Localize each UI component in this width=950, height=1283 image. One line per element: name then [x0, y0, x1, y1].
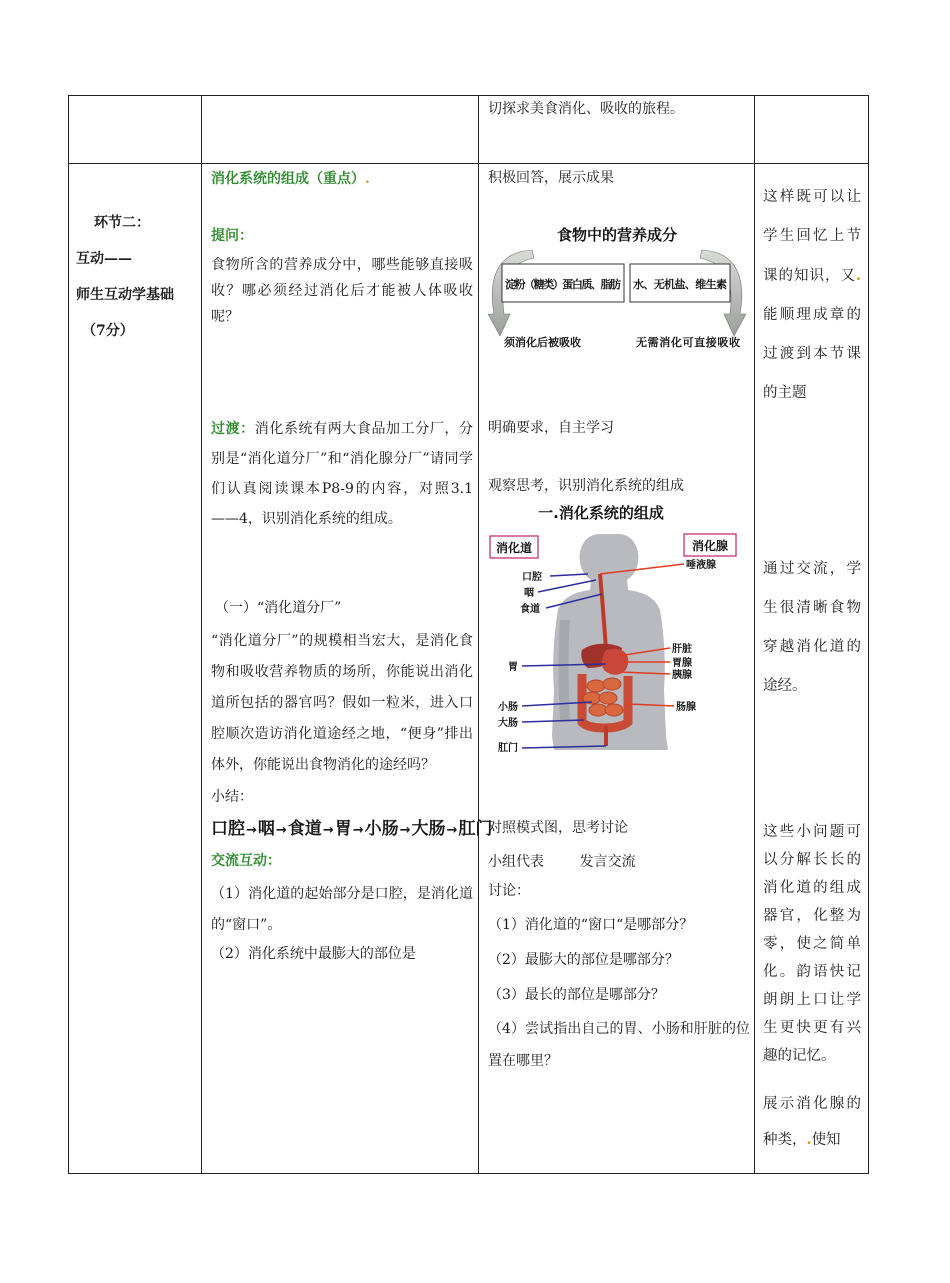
interaction-1: （1）消化道的起始部分是口腔，是消化道的“窗口”。	[211, 886, 473, 933]
arrow-right-icon: →	[322, 823, 334, 838]
student-group-a: 小组代表	[488, 854, 544, 870]
note-2: 通过交流，学生很清晰食物穿越消化道的途经。	[763, 561, 861, 694]
label-intestinal: 肠腺	[676, 702, 696, 713]
route-organ: 大肠	[411, 819, 446, 839]
note-1-a: 这样既可以让学生回忆上节课的知识，又	[763, 189, 861, 284]
route-organ: 小肠	[364, 819, 399, 839]
note-4	[763, 1086, 861, 1158]
left-labels	[498, 570, 542, 752]
table-col-divider-2	[478, 95, 479, 1174]
interaction-2: （2）消化系统中最膨大的部位是	[211, 946, 416, 962]
nutrient-label-1: 须消化后被吸收	[504, 336, 581, 349]
note-4-dot: .	[806, 1131, 812, 1148]
route-organ: 胃	[334, 819, 352, 839]
discussion-2: （2）最膨大的部位是哪部分？	[488, 952, 679, 968]
route-organ: 食道	[287, 819, 322, 839]
arrow-right-icon: →	[352, 823, 364, 838]
table-border-top	[68, 95, 869, 96]
nutrient-diagram	[488, 218, 746, 360]
table-border-left	[68, 95, 69, 1174]
student-answer: 积极回答，展示成果	[488, 170, 614, 186]
label-small-int: 小肠	[498, 702, 518, 713]
digestive-route	[211, 819, 493, 841]
table-border-right	[868, 95, 869, 1174]
route-organ: 肛门	[458, 819, 493, 839]
interaction-label: 交流互动：	[211, 853, 281, 869]
student-cell	[488, 168, 750, 188]
discussion-label: 讨论：	[488, 883, 530, 899]
label-liver: 肝脏	[672, 644, 692, 655]
body-shade	[559, 620, 571, 720]
student-discussion	[488, 818, 750, 1077]
discussion-4: （4）尝试指出自己的胃、小肠和肝脏的位置在哪里？	[488, 1021, 750, 1069]
note-1-dot: .	[855, 267, 861, 284]
student-observe: 观察思考，识别消化系统的组成	[488, 478, 684, 494]
label-anus: 肛门	[498, 743, 518, 752]
student-group	[488, 852, 750, 872]
digestive-diagram	[488, 500, 746, 752]
tract-paragraph: “消化道分厂”的规模相当宏大，是消化食物和吸收营养物质的场所，你能说出消化道所包括的器官吗？假如一粒米，进入口腔顺次造访消化道途经之地，“便身”排出体外，你能说出食物消化的途经吗？	[211, 633, 473, 773]
arrow-right-icon: →	[446, 823, 458, 838]
arrow-right-icon: →	[399, 823, 411, 838]
label-gastric: 胃腺	[672, 658, 692, 669]
label-salivary: 唾液腺	[686, 560, 716, 571]
label-mouth: 口腔	[522, 572, 542, 583]
table-col-divider-1	[201, 95, 202, 1174]
diagram-title: 一.消化系统的组成	[538, 504, 664, 522]
summary-label: 小结：	[211, 789, 253, 805]
row1-student-text: 切探求美食消化、吸收的旅程。	[488, 101, 684, 117]
table-row-divider	[68, 163, 869, 164]
note-1-b: 能顺理成章的过渡到本节课的主题	[763, 307, 861, 401]
route-organ: 口腔	[211, 819, 245, 839]
table-col-divider-3	[754, 95, 755, 1174]
transition-label: 过渡：	[211, 421, 255, 437]
heading-dot: .	[365, 171, 370, 187]
right-labels	[672, 558, 716, 713]
stage-line-3: 师生互动学基础	[76, 287, 174, 303]
label-esophagus: 食道	[520, 604, 540, 615]
note-4-b: 使知	[811, 1132, 841, 1148]
discussion-1: （1）消化道的“窗口“是哪部分？	[488, 917, 694, 933]
note-1	[763, 178, 861, 413]
nutrient-title: 食物中的营养成分	[556, 226, 678, 244]
label-large-int: 大肠	[498, 718, 518, 729]
subsection-title: （一）“消化道分厂”	[215, 600, 342, 616]
question-label: 提问：	[211, 228, 253, 244]
student-group-b: 发言交流	[579, 854, 636, 870]
notes-cell	[763, 178, 861, 413]
student-compare: 对照模式图，思考讨论	[488, 820, 628, 836]
stage-cell	[76, 205, 200, 349]
student-cell-2	[488, 418, 750, 496]
route-organ: 咽	[257, 819, 275, 839]
nutrient-box-1-text: 淀粉（糖类）蛋白质、脂肪	[505, 278, 621, 291]
small-intestine	[583, 678, 623, 716]
student-req: 明确要求，自主学习	[488, 420, 614, 436]
stage-line-1: 环节二：	[94, 215, 150, 231]
nutrient-label-2: 无需消化可直接吸收	[636, 336, 740, 349]
note-4-a: 展示消化腺的种类，	[763, 1096, 861, 1148]
tag-tract: 消化道	[495, 541, 533, 555]
transition-paragraph	[211, 414, 473, 534]
note-3: 这些小问题可以分解长长的消化道的组成器官，化整为零，使之简单化。韵语快记朗朗上口让学生更快更有兴趣的记忆。	[763, 824, 861, 1064]
transition-text: 消化系统有两大食品加工分厂，分别是“消化道分厂”和“消化腺分厂”请同学们认真阅读课本P8-9的内容，对照3.1——4，识别消化系统的组成。	[211, 421, 474, 527]
label-pancreas: 胰腺	[672, 670, 692, 681]
arrow-right-icon: →	[246, 823, 257, 838]
stage-line-4: （7分）	[82, 323, 134, 339]
section-heading	[211, 168, 473, 190]
question-text: 食物所含的营养成分中，哪些能够直接吸收？哪必须经过消化后才能被人体吸收呢？	[211, 257, 473, 325]
discussion-3: （3）最长的部位是哪部分？	[488, 987, 665, 1003]
arrow-right-icon: →	[275, 823, 287, 838]
stage-line-2: 互动——	[76, 251, 132, 267]
label-pharynx: 咽	[524, 588, 534, 599]
table-border-bottom	[68, 1173, 869, 1174]
tag-gland: 消化腺	[691, 539, 729, 553]
label-stomach: 胃	[508, 662, 518, 673]
section-heading-text: 消化系统的组成（重点）	[211, 171, 365, 187]
teacher-cell	[211, 168, 493, 964]
nutrient-box-2-text: 水、无机盐、维生素	[633, 278, 727, 291]
